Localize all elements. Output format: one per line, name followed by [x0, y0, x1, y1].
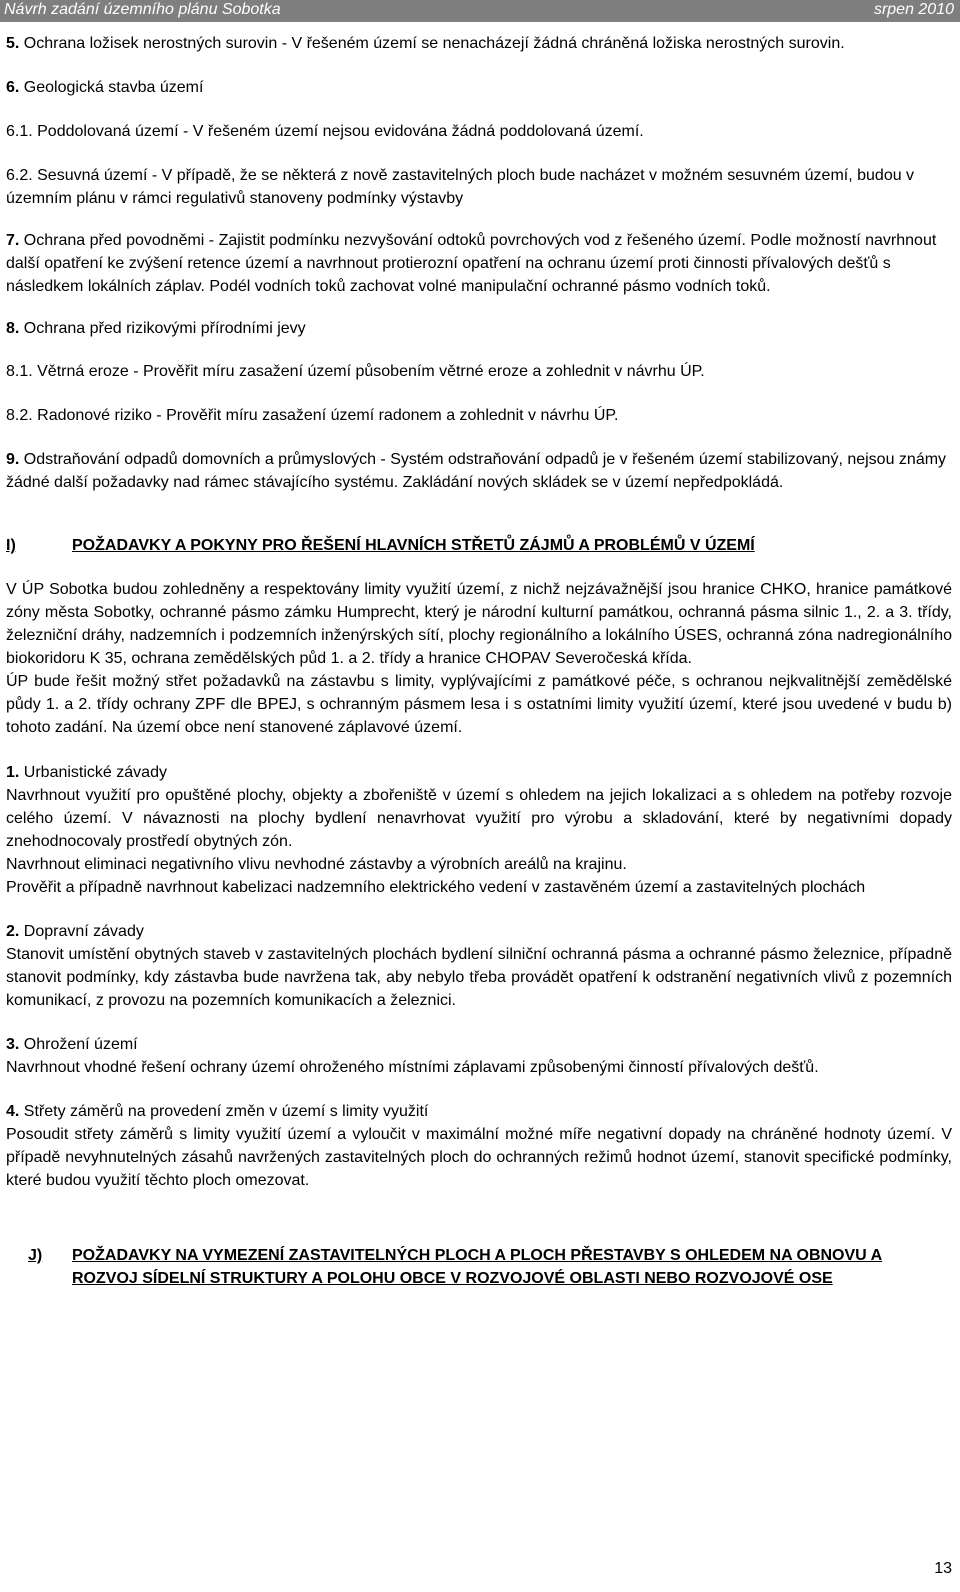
item-6-1: 6.1. Poddolovaná území - V řešeném území nejsou evidována žádná poddolovaná území. [6, 123, 644, 140]
subsection-1-text-3: Prověřit a případně navrhnout kabelizaci nadzemního elektrického vedení v zastavěném území a zastavitelných plochách [6, 879, 866, 896]
item-text: Ochrana před rizikovými přírodními jevy [19, 320, 306, 337]
subsection-1-heading [6, 761, 952, 784]
item-text: Ochrana před povodněmi - Zajistit podmínku nezvyšování odtoků povrchových vod z řešeného území. Podle možností navrhnout další opatření ke zvýšení retence území a navrhnout protierozní opatření na ochranu území proti činnosti přívalových dešťů s následkem lokálních záplav. Podél vodních toků zachovat volné manipulační ochranné pásmo vodních toků. [6, 232, 937, 295]
subsection-2-heading [6, 920, 952, 943]
subsection-number: 3. [6, 1036, 20, 1053]
item-9 [6, 448, 952, 494]
section-i-label: I) [6, 537, 16, 554]
section-j-title: POŽADAVKY NA VYMEZENÍ ZASTAVITELNÝCH PLOCH A PLOCH PŘESTAVBY S OHLEDEM NA OBNOVU A ROZVOJ SÍDELNÍ STRUKTURY A POLOHU OBCE V ROZVOJOVÉ OBLASTI NEBO ROZVOJOVÉ OSE [72, 1247, 883, 1287]
item-number: 8. [6, 320, 20, 337]
subsection-number: 1. [6, 764, 20, 781]
section-i-intro-1: V ÚP Sobotka budou zohledněny a respektovány limity využití území, z nichž nejzávažnější jsou hranice CHKO, hranice památkové zóny města Sobotky, ochranné pásmo zámku Humprecht, který je národní kulturní památkou, ochranná pásma silnic 1., 2. a 3. třídy, železniční dráhy, nadzemních i podzemních inženýrských sítí, plochy regionálního a lokálního ÚSES, ochranná zóna nadregionálního biokoridoru K 35, ochrana zemědělských půd 1. a 2. třídy a hranice CHOPAV Severočeská křída. [6, 581, 952, 667]
subsection-title: Ohrožení území [19, 1036, 138, 1053]
subsection-title: Střety záměrů na provedení změn v území s limity využití [19, 1103, 429, 1120]
section-j-label: J) [28, 1247, 43, 1264]
subsection-number: 2. [6, 923, 20, 940]
subsection-1-text-1: Navrhnout využití pro opuštěné plochy, objekty a zbořeniště v území s ohledem na jejich lokalizaci a s ohledem na potřeby rozvoje celého území. V návaznosti na plochy bydlení nenavrhovat využití pro výrobu a skladování, které by negativními dopady znehodnocovaly prostředí obytných zón. [6, 787, 952, 850]
subsection-3-heading [6, 1033, 952, 1056]
item-5 [6, 32, 952, 55]
subsection-title: Dopravní závady [19, 923, 144, 940]
section-i-heading [6, 534, 952, 557]
item-text: Ochrana ložisek nerostných surovin - V řešeném území se nenacházejí žádná chráněná ložiska nerostných surovin. [19, 35, 845, 52]
section-j-heading [6, 1244, 952, 1290]
subsection-3-text: Navrhnout vhodné řešení ochrany území ohroženého místními záplavami způsobenými činností přívalových dešťů. [6, 1059, 819, 1076]
subsection-4-heading [6, 1100, 952, 1123]
item-number: 7. [6, 232, 20, 249]
page-header [0, 0, 960, 22]
item-number: 9. [6, 451, 20, 468]
page-number: 13 [934, 1560, 952, 1577]
document-body [6, 32, 952, 1290]
subsection-1-text-2: Navrhnout eliminaci negativního vlivu nevhodné zástavby a výrobních areálů na krajinu. [6, 856, 627, 873]
item-7 [6, 229, 952, 298]
item-number: 5. [6, 35, 20, 52]
item-8 [6, 317, 952, 340]
subsection-number: 4. [6, 1103, 20, 1120]
document-title: Návrh zadání územního plánu Sobotka [4, 1, 281, 18]
subsection-title: Urbanistické závady [19, 764, 167, 781]
subsection-2-text: Stanovit umístění obytných staveb v zastavitelných plochách bydlení silniční ochranná pásma a ochranné pásmo železnice, případně stanovit podmínky, kdy zástavba bude navržena tak, aby nebylo třeba provádět opatření k odstranění negativních vlivů z pozemních komunikací, z provozu na pozemních komunikacích a železnici. [6, 946, 952, 1009]
item-6 [6, 76, 952, 99]
item-text: Geologická stavba území [19, 79, 204, 96]
item-text: Odstraňování odpadů domovních a průmyslových - Systém odstraňování odpadů je v řešeném území stabilizovaný, nejsou známy žádné další požadavky nad rámec stávajícího systému. Zakládání nových skládek se v území nepředpokládá. [6, 451, 947, 491]
item-8-1: 8.1. Větrná eroze - Prověřit míru zasažení území působením větrné eroze a zohlednit v návrhu ÚP. [6, 363, 705, 380]
subsection-4-text: Posoudit střety záměrů s limity využití území a vyloučit v maximální možné míře negativní dopady na chráněné hodnoty území. V případě nevyhnutelných zásahů navržených zastavitelných ploch do ochranných režimů hodnot území, stanovit specifické podmínky, které budou využití těchto ploch omezovat. [6, 1126, 952, 1189]
item-8-2: 8.2. Radonové riziko - Prověřit míru zasažení území radonem a zohlednit v návrhu ÚP. [6, 407, 619, 424]
item-6-2: 6.2. Sesuvná území - V případě, že se některá z nově zastavitelných ploch bude nacházet v možném sesuvném území, budou v územním plánu v rámci regulativů stanoveny podmínky výstavby [6, 167, 915, 207]
section-i-title: POŽADAVKY A POKYNY PRO ŘEŠENÍ HLAVNÍCH STŘETŮ ZÁJMŮ A PROBLÉMŮ V ÚZEMÍ [72, 537, 755, 554]
section-i-intro-2: ÚP bude řešit možný střet požadavků na zástavbu s limity, vyplývajícími z památkové péče, s ochranou nejkvalitnější zemědělské půdy 1. a 2. třídy ochrany ZPF dle BPEJ, s ochranným pásmem lesa i s ostatními limity využití území, které jsou uvedené v budu b) tohoto zadání. Na území obce není stanovené záplavové území. [6, 673, 952, 736]
document-date: srpen 2010 [873, 1, 954, 18]
item-number: 6. [6, 79, 20, 96]
